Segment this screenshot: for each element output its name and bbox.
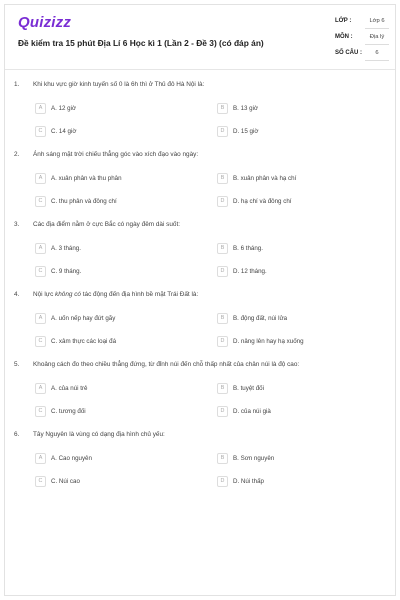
option-b[interactable] xyxy=(217,313,357,325)
worksheet-title: Đề kiểm tra 15 phút Địa Lí 6 Học kì 1 (Lần 2 - Đề 3) (có đáp án) xyxy=(18,38,264,48)
option-text: B. động đất, núi lửa xyxy=(233,315,288,322)
meta-value: Địa lý xyxy=(365,34,389,45)
option-text: B. 13 giờ xyxy=(233,105,259,112)
worksheet-meta xyxy=(335,16,389,64)
option-text: B. xuân phân và hạ chí xyxy=(233,175,297,182)
quizizz-logo: Quizizz xyxy=(18,14,72,31)
option-a[interactable] xyxy=(35,453,175,465)
option-letter-box: D xyxy=(217,126,228,137)
meta-value: 6 xyxy=(365,50,389,61)
option-text: D. 12 tháng. xyxy=(233,268,267,275)
question-text: Ánh sáng mặt trời chiếu thẳng góc vào xích đạo vào ngày: xyxy=(33,151,199,158)
option-text: D. nâng lên hay hạ xuống xyxy=(233,338,304,345)
option-letter-box: C xyxy=(35,266,46,277)
option-letter-box: A xyxy=(35,243,46,254)
question-3 xyxy=(5,221,395,281)
question-5 xyxy=(5,361,395,421)
option-text: D. hạ chí và đông chí xyxy=(233,198,292,205)
option-d[interactable] xyxy=(217,406,357,418)
option-letter-box: D xyxy=(217,196,228,207)
question-text: Các địa điểm nằm ở cực Bắc có ngày đêm dài suốt: xyxy=(33,221,181,228)
option-letter-box: D xyxy=(217,476,228,487)
question-text: Khi khu vực giờ kinh tuyến số 0 là 6h thì ở Thủ đô Hà Nội là: xyxy=(33,81,205,88)
option-letter-box: B xyxy=(217,453,228,464)
option-c[interactable] xyxy=(35,336,175,348)
option-text: C. 9 tháng. xyxy=(51,268,82,275)
question-text: Khoảng cách đo theo chiều thẳng đứng, từ đỉnh núi đến chỗ thấp nhất của chân núi là độ cao: xyxy=(33,361,300,368)
question-text: Tây Nguyên là vùng có dạng địa hình chủ yếu: xyxy=(33,431,165,438)
option-text: A. 3 tháng. xyxy=(51,245,81,252)
option-letter-box: B xyxy=(217,243,228,254)
option-c[interactable] xyxy=(35,266,175,278)
option-text: D. của núi già xyxy=(233,408,271,415)
question-2 xyxy=(5,151,395,211)
option-text: B. 6 tháng. xyxy=(233,245,263,252)
meta-row-question-count xyxy=(335,48,389,64)
option-c[interactable] xyxy=(35,476,175,488)
option-a[interactable] xyxy=(35,103,175,115)
option-d[interactable] xyxy=(217,126,357,138)
option-text: C. 14 giờ xyxy=(51,128,77,135)
option-letter-box: D xyxy=(217,266,228,277)
option-letter-box: D xyxy=(217,406,228,417)
option-letter-box: B xyxy=(217,173,228,184)
option-text: A. Cao nguyên xyxy=(51,455,92,462)
question-text xyxy=(33,291,383,298)
option-d[interactable] xyxy=(217,266,357,278)
option-letter-box: A xyxy=(35,173,46,184)
option-b[interactable] xyxy=(217,103,357,115)
header-divider xyxy=(5,69,395,70)
question-text-start: Nội lực xyxy=(33,291,56,298)
question-number: 4. xyxy=(14,291,20,298)
option-letter-box: A xyxy=(35,453,46,464)
option-letter-box: C xyxy=(35,476,46,487)
option-letter-box: C xyxy=(35,406,46,417)
option-text: A. của núi trẻ xyxy=(51,385,88,392)
option-b[interactable] xyxy=(217,173,357,185)
worksheet-header xyxy=(5,5,395,69)
option-text: D. 15 giờ xyxy=(233,128,259,135)
worksheet-page xyxy=(4,4,396,596)
meta-label: LỚP : xyxy=(335,18,352,24)
option-letter-box: B xyxy=(217,103,228,114)
option-letter-box: B xyxy=(217,313,228,324)
question-6 xyxy=(5,431,395,491)
option-c[interactable] xyxy=(35,406,175,418)
option-c[interactable] xyxy=(35,126,175,138)
question-text-emphasis: không có xyxy=(55,291,81,298)
option-letter-box: B xyxy=(217,383,228,394)
meta-label: MÔN : xyxy=(335,34,353,40)
option-letter-box: D xyxy=(217,336,228,347)
option-text: B. tuyệt đối xyxy=(233,385,264,392)
option-text: C. thu phân và đông chí xyxy=(51,198,117,205)
question-1 xyxy=(5,81,395,141)
option-text: B. Sơn nguyên xyxy=(233,455,275,462)
option-text: A. xuân phân và thu phân xyxy=(51,175,122,182)
question-number: 5. xyxy=(14,361,20,368)
option-text: C. xâm thực các loại đá xyxy=(51,338,117,345)
meta-value: Lớp 6 xyxy=(365,18,389,29)
meta-label: SỐ CÂU : xyxy=(335,50,362,56)
option-b[interactable] xyxy=(217,453,357,465)
option-letter-box: C xyxy=(35,126,46,137)
option-letter-box: C xyxy=(35,336,46,347)
question-4 xyxy=(5,291,395,351)
option-a[interactable] xyxy=(35,243,175,255)
option-a[interactable] xyxy=(35,313,175,325)
option-b[interactable] xyxy=(217,383,357,395)
option-c[interactable] xyxy=(35,196,175,208)
question-number: 3. xyxy=(14,221,20,228)
option-d[interactable] xyxy=(217,196,357,208)
option-text: D. Núi thấp xyxy=(233,478,264,485)
question-text-end: tác động đến địa hình bề mặt Trái Đất là: xyxy=(80,291,199,298)
option-d[interactable] xyxy=(217,336,357,348)
option-text: C. Núi cao xyxy=(51,478,80,485)
option-b[interactable] xyxy=(217,243,357,255)
option-letter-box: C xyxy=(35,196,46,207)
option-letter-box: A xyxy=(35,313,46,324)
question-number: 2. xyxy=(14,151,20,158)
option-a[interactable] xyxy=(35,383,175,395)
meta-row-subject xyxy=(335,32,389,48)
option-text: C. tương đối xyxy=(51,408,86,415)
meta-row-class xyxy=(335,16,389,32)
option-text: A. 12 giờ xyxy=(51,105,77,112)
question-number: 6. xyxy=(14,431,20,438)
option-a[interactable] xyxy=(35,173,175,185)
question-number: 1. xyxy=(14,81,20,88)
option-d[interactable] xyxy=(217,476,357,488)
option-letter-box: A xyxy=(35,103,46,114)
option-letter-box: A xyxy=(35,383,46,394)
option-text: A. uốn nếp hay đứt gãy xyxy=(51,315,116,322)
